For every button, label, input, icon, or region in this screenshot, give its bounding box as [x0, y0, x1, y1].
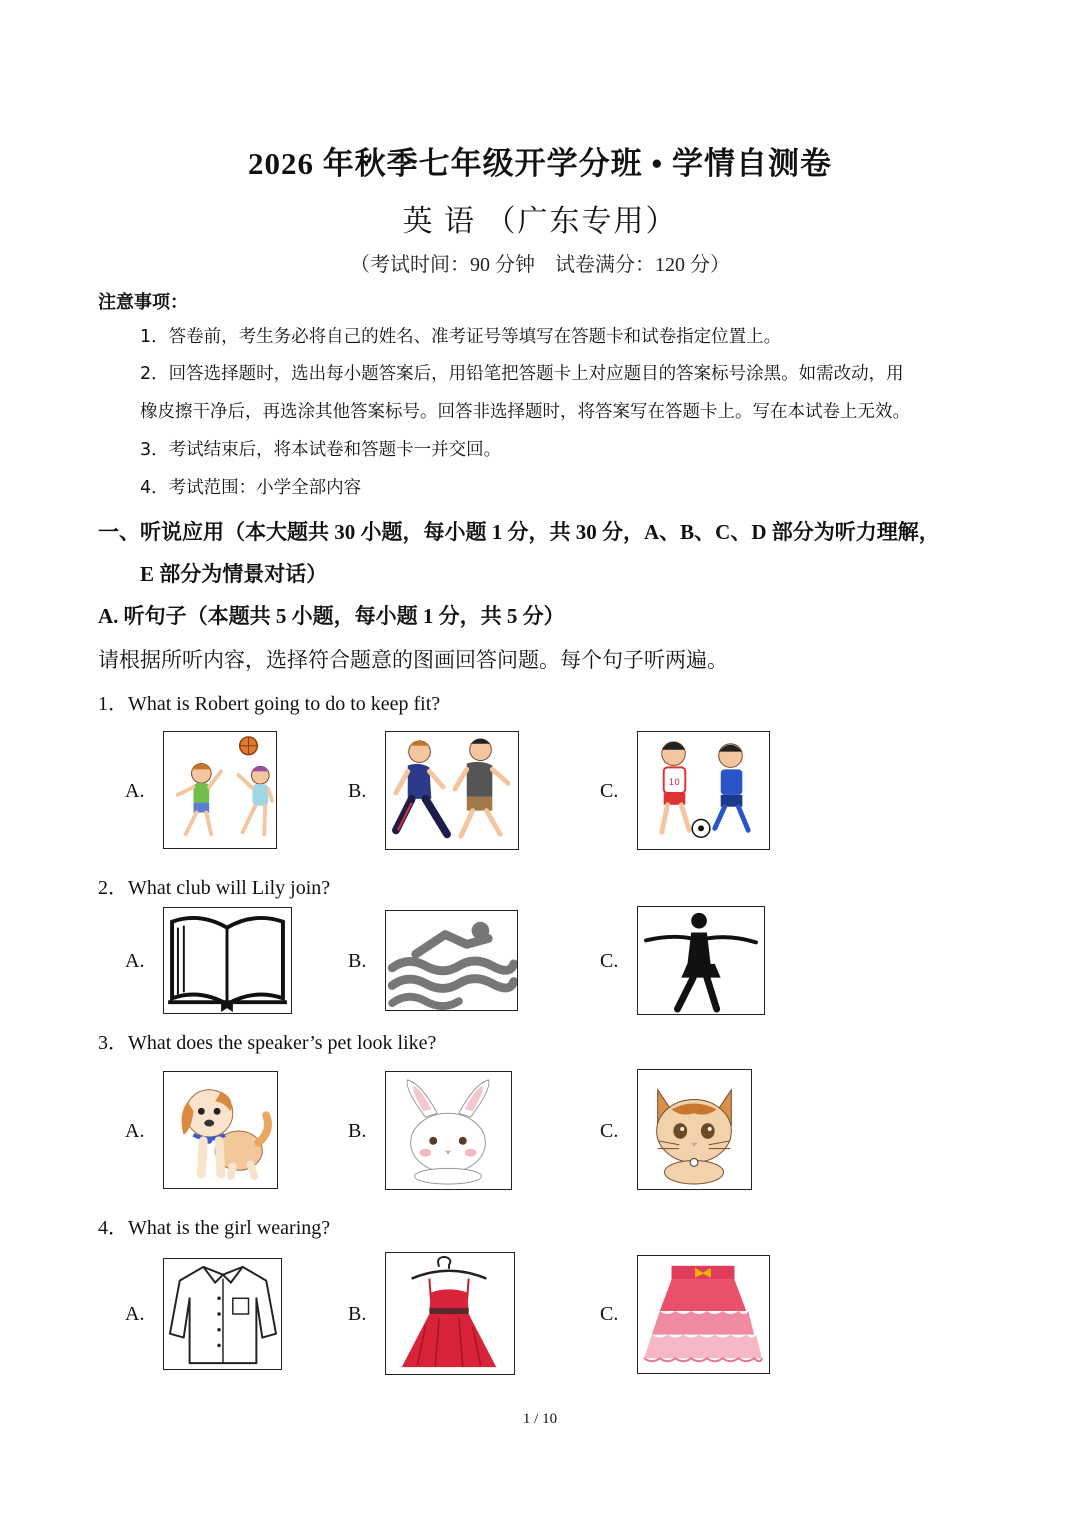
open-book-picture[interactable]	[163, 907, 292, 1014]
kitten-picture[interactable]	[637, 1069, 752, 1190]
q3-option-c-label: C.	[600, 1120, 619, 1142]
exam-meta: （考试时间：90 分钟 试卷满分：120 分）	[350, 254, 730, 276]
swimming-picture[interactable]	[385, 910, 518, 1011]
q1-option-c-label: C.	[600, 780, 619, 802]
q2-option-c-label: C.	[600, 950, 619, 972]
note-item-3: 3．考试结束后，将本试卷和答题卡一并交回。	[140, 440, 502, 460]
exam-subject: 英 语 （广东专用）	[402, 205, 678, 238]
exam-title: 2026 年秋季七年级开学分班 • 学情自测卷	[247, 146, 833, 181]
q1-option-b-label: B.	[348, 780, 367, 802]
notes-title: 注意事项：	[98, 292, 188, 313]
svg-text:10: 10	[668, 778, 680, 789]
note-item-2-cont: 橡皮擦干净后，再选涂其他答案标号。回答非选择题时，将答案写在答题卡上。写在本试卷上无效。	[140, 402, 910, 422]
question-3: 3．What does the speaker’s pet look like?	[98, 1032, 437, 1054]
q4-option-b-label: B.	[348, 1303, 367, 1325]
section-heading-cont: E 部分为情景对话）	[140, 562, 328, 586]
q4-option-c-label: C.	[600, 1303, 619, 1325]
q4-option-a-label: A.	[125, 1303, 145, 1325]
note-item-4: 4．考试范围：小学全部内容	[140, 478, 362, 498]
pink-skirt-picture[interactable]	[637, 1255, 770, 1374]
q1-option-a-label: A.	[125, 780, 145, 802]
q3-option-b-label: B.	[348, 1120, 367, 1142]
red-dress-picture[interactable]	[385, 1252, 515, 1375]
section-heading: 一、听说应用（本大题共 30 小题，每小题 1 分，共 30 分，A、B、C、D 部分为听力理解，	[98, 520, 940, 544]
question-2: 2．What club will Lily join?	[98, 877, 331, 899]
question-4: 4．What is the girl wearing?	[98, 1217, 331, 1239]
running-picture[interactable]	[385, 731, 519, 850]
q2-option-b-label: B.	[348, 950, 367, 972]
part-a-heading: A. 听句子（本题共 5 小题，每小题 1 分，共 5 分）	[98, 604, 565, 628]
shirt-picture[interactable]	[163, 1258, 282, 1370]
q3-option-a-label: A.	[125, 1120, 145, 1142]
dancing-picture[interactable]	[637, 906, 765, 1015]
page-number: 1 / 10	[522, 1411, 558, 1427]
note-item-1: 1．答卷前，考生务必将自己的姓名、准考证号等填写在答题卡和试卷指定位置上。	[140, 327, 782, 347]
part-a-instruction: 请根据所听内容，选择符合题意的图画回答问题。每个句子听两遍。	[98, 648, 728, 672]
question-1: 1．What is Robert going to do to keep fit?	[98, 693, 441, 715]
basketball-picture[interactable]	[163, 731, 277, 849]
rabbit-picture[interactable]	[385, 1071, 512, 1190]
soccer-picture[interactable]	[637, 731, 770, 850]
puppy-picture[interactable]	[163, 1071, 278, 1189]
q2-option-a-label: A.	[125, 950, 145, 972]
note-item-2: 2．回答选择题时，选出每小题答案后，用铅笔把答题卡上对应题目的答案标号涂黑。如需改动，用	[140, 364, 904, 384]
